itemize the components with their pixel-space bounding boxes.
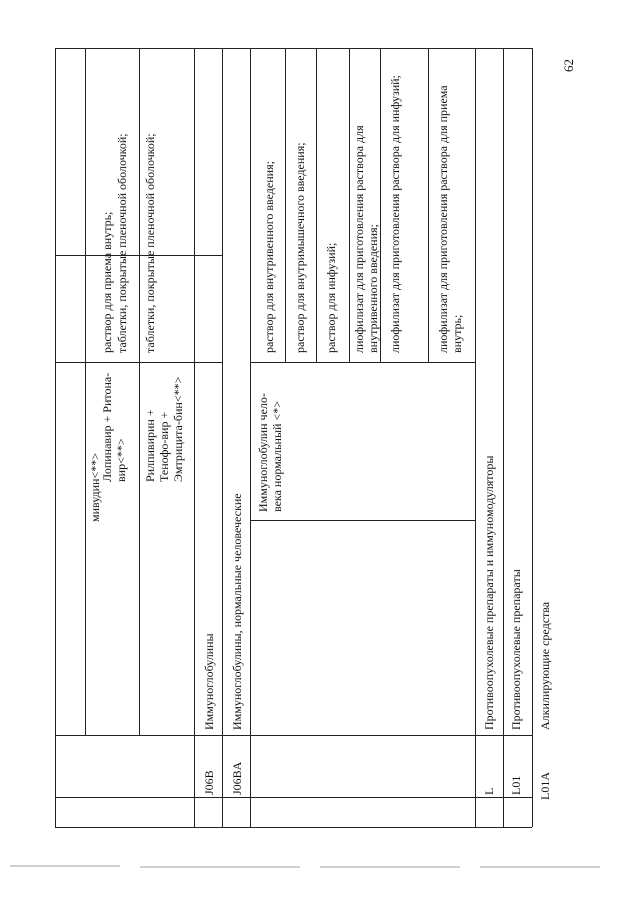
code-j06b: J06B: [202, 770, 216, 795]
drug-form-6f: лиофилизат для приготовления раствора для приема внутрь;: [436, 85, 464, 353]
code-l01: L01: [509, 775, 523, 795]
drug-form-6c: раствор для инфузий;: [324, 242, 338, 353]
page-number: 62: [561, 59, 576, 72]
scan-artifact: [480, 866, 600, 868]
name-j06b: Иммуноглобулины: [202, 633, 216, 730]
drug-name-2: Лопинавир + Ритона-вир<**>: [100, 372, 128, 482]
drug-form-6a: раствор для внутривенного введения;: [262, 161, 276, 353]
name-j06ba: Иммуноглобулины, нормальные человеческие: [230, 493, 244, 730]
scan-artifact: [320, 866, 460, 868]
code-l01a: L01A: [538, 772, 552, 800]
drug-form-6d: лиофилизат для приготовления раствора для внутривенного введения;: [352, 125, 380, 353]
scan-artifact: [140, 866, 300, 868]
drug-form-2a: раствор для приема внутрь;: [100, 211, 114, 353]
name-l01a: Алкилирующие средства: [538, 601, 552, 730]
drug-name-6: Иммуноглобулин чело-века нормальный <*>: [256, 393, 284, 512]
drug-form-6b: раствор для внутримышечного введения;: [293, 142, 307, 353]
drug-name-1: мивудин<**>: [88, 453, 102, 522]
name-l: Противоопухолевые препараты и иммуномодуляторы: [482, 455, 496, 730]
drug-form-3a: таблетки, покрытые пленочной оболочкой;: [143, 133, 157, 353]
drug-form-2b: таблетки, покрытые пленочной оболочкой;: [115, 133, 129, 353]
name-l01: Противоопухолевые препараты: [509, 569, 523, 730]
drug-form-6e: лиофилизат для приготовления раствора для инфузий;: [388, 75, 402, 353]
code-j06ba: J06BA: [230, 761, 244, 795]
scan-artifact: [10, 865, 120, 867]
drug-name-3: Рилпивирин + Тенофо-вир + Эмтрицита-бин<**>: [143, 376, 185, 482]
code-l: L: [482, 787, 496, 795]
